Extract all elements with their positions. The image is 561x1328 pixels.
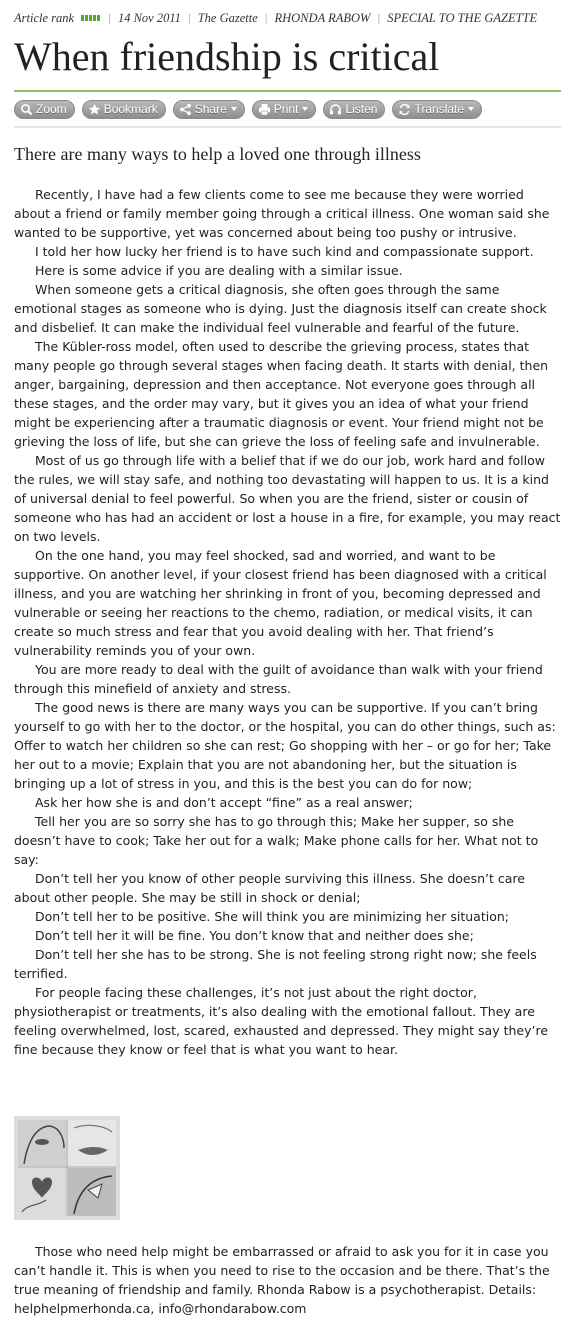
meta-divider: | — [188, 10, 191, 25]
body-paragraph: Ask her how she is and don’t accept “fine” as a real answer; — [35, 795, 413, 810]
chevron-down-icon — [302, 107, 308, 111]
subheadline: There are many ways to help a loved one through illness — [14, 144, 421, 164]
closing-paragraph: Those who need help might be embarrassed or afraid to ask you for it in case you can’t handle it. This is when you need to rise to the occasion and be there. That’s the true meaning of friendship and family. Rhonda Rabow is a psychotherapist. Details: helphelpmerhonda.ca, info@rhondarabow.com — [14, 1244, 550, 1316]
article-rank-bar — [81, 15, 101, 21]
illustration-artwork — [18, 1120, 116, 1216]
headline-divider — [14, 90, 561, 92]
article-illustration[interactable] — [14, 1116, 120, 1220]
body-paragraph: Don’t tell her she has to be strong. She is not feeling strong right now; she feels terrified. — [14, 947, 537, 981]
bookmark-label: Bookmark — [103, 102, 158, 116]
meta-divider: | — [377, 10, 381, 25]
body-paragraph: Tell her you are so sorry she has to go through this; Make her supper, so she doesn’t have to cook; Take her out for a walk; Make phone calls for her. What not to say: — [14, 814, 539, 867]
share-icon — [179, 103, 192, 116]
share-label: Share — [194, 102, 227, 116]
publication-name: The Gazette — [197, 10, 258, 25]
bookmark-button[interactable] — [82, 100, 166, 119]
meta-divider: | — [264, 10, 268, 25]
body-paragraph: The good news is there are many ways you can be supportive. If you can’t bring yourself to go with her to the doctor, or the hospital, you can do other things, such as: Offer to watch her children so she can rest; Go shopping with her – or go for her; Take her out to a movie; Explain that you are not abandoning her, but the situation is bringing up a lot of stress in you, and this is the best you can do for now; — [14, 700, 556, 791]
printer-icon — [258, 103, 271, 116]
body-paragraph: Don’t tell her to be positive. She will think you are minimizing her situation; — [35, 909, 509, 924]
zoom-button[interactable] — [14, 100, 75, 119]
closing-section — [14, 1242, 561, 1318]
magnifier-icon — [20, 103, 33, 116]
author-name: RHONDA RABOW — [274, 10, 371, 25]
body-paragraph: I told her how lucky her friend is to have such kind and compassionate support. — [35, 244, 534, 259]
publication-date: 14 Nov 2011 — [117, 10, 181, 25]
body-paragraph: Don’t tell her it will be fine. You don’t know that and neither does she; — [35, 928, 474, 943]
body-paragraph: Recently, I have had a few clients come to see me because they were worried about a friend or family member going through a critical illness. One woman said she wanted to be supportive, yet was concerned about being too pushy or intrusive. — [14, 187, 550, 240]
article-body — [14, 185, 561, 1059]
body-paragraph: On the one hand, you may feel shocked, sad and worried, and want to be supportive. On another level, if your closest friend has been diagnosed with a critical illness, and you are watching her shrinking in front of you, becoming depressed and vulnerable or seeing her reactions to the chemo, radiation, or medical visits, it can create so much stress and fear that you avoid dealing with her. That friend’s vulnerability reminds you of your own. — [14, 548, 547, 658]
chevron-down-icon — [231, 107, 237, 111]
translate-icon — [398, 103, 411, 116]
toolbar-divider — [14, 126, 561, 128]
listen-button[interactable] — [323, 100, 385, 119]
print-label: Print — [273, 102, 299, 116]
star-icon — [88, 103, 101, 116]
article-meta — [14, 10, 554, 30]
body-paragraph: Here is some advice if you are dealing with a similar issue. — [35, 263, 403, 278]
body-paragraph: When someone gets a critical diagnosis, she often goes through the same emotional stages as someone who is dying. Just the diagnosis itself can create shock and disbelief. It can make the individual feel vulnerable and fearful of the future. — [14, 282, 547, 335]
body-paragraph: Don’t tell her you know of other people surviving this illness. She doesn’t care about other people. She may be still in shock or denial; — [14, 871, 525, 905]
translate-button[interactable] — [392, 100, 482, 119]
article-rank-label: Article rank — [14, 10, 75, 25]
chevron-down-icon — [468, 107, 474, 111]
headline: When friendship is critical — [14, 34, 440, 79]
body-paragraph: For people facing these challenges, it’s not just about the right doctor, physiotherapist or treatments, it’s also dealing with the emotional fallout. They are feeling overwhelmed, lost, scared, exhausted and depressed. They might say they’re fine because they know or feel that is what you want to hear. — [14, 985, 549, 1057]
share-button[interactable] — [173, 100, 245, 119]
byline-note: SPECIAL TO THE GAZETTE — [387, 10, 538, 25]
zoom-label: Zoom — [36, 102, 67, 116]
body-paragraph: Most of us go through life with a belief that if we do our job, work hard and follow the rules, we will stay safe, and nothing too devastating will happen to us. It is a kind of universal denial to feel powerful. So when you are the friend, sister or cousin of someone who has had an accident or lost a house in a fire, for example, you may react on two levels. — [14, 453, 561, 544]
article-toolbar — [14, 100, 485, 119]
headphones-icon — [329, 103, 342, 116]
meta-divider: | — [108, 10, 111, 25]
translate-label: Translate — [414, 102, 465, 116]
body-paragraph: The Kübler-ross model, often used to describe the grieving process, states that many people go through several stages when facing death. It starts with denial, then anger, bargaining, depression and then acceptance. Not everyone goes through all these stages, and the order may vary, but it gives you an idea of what your friend might be experiencing after a traumatic diagnosis or event. Your friend might not be grieving the loss of life, but she can grieve the loss of feeling safe and invulnerable. — [14, 339, 549, 449]
body-paragraph: You are more ready to deal with the guilt of avoidance than walk with your friend through this minefield of anxiety and stress. — [14, 662, 543, 696]
listen-label: Listen — [345, 102, 378, 116]
print-button[interactable] — [252, 100, 317, 119]
